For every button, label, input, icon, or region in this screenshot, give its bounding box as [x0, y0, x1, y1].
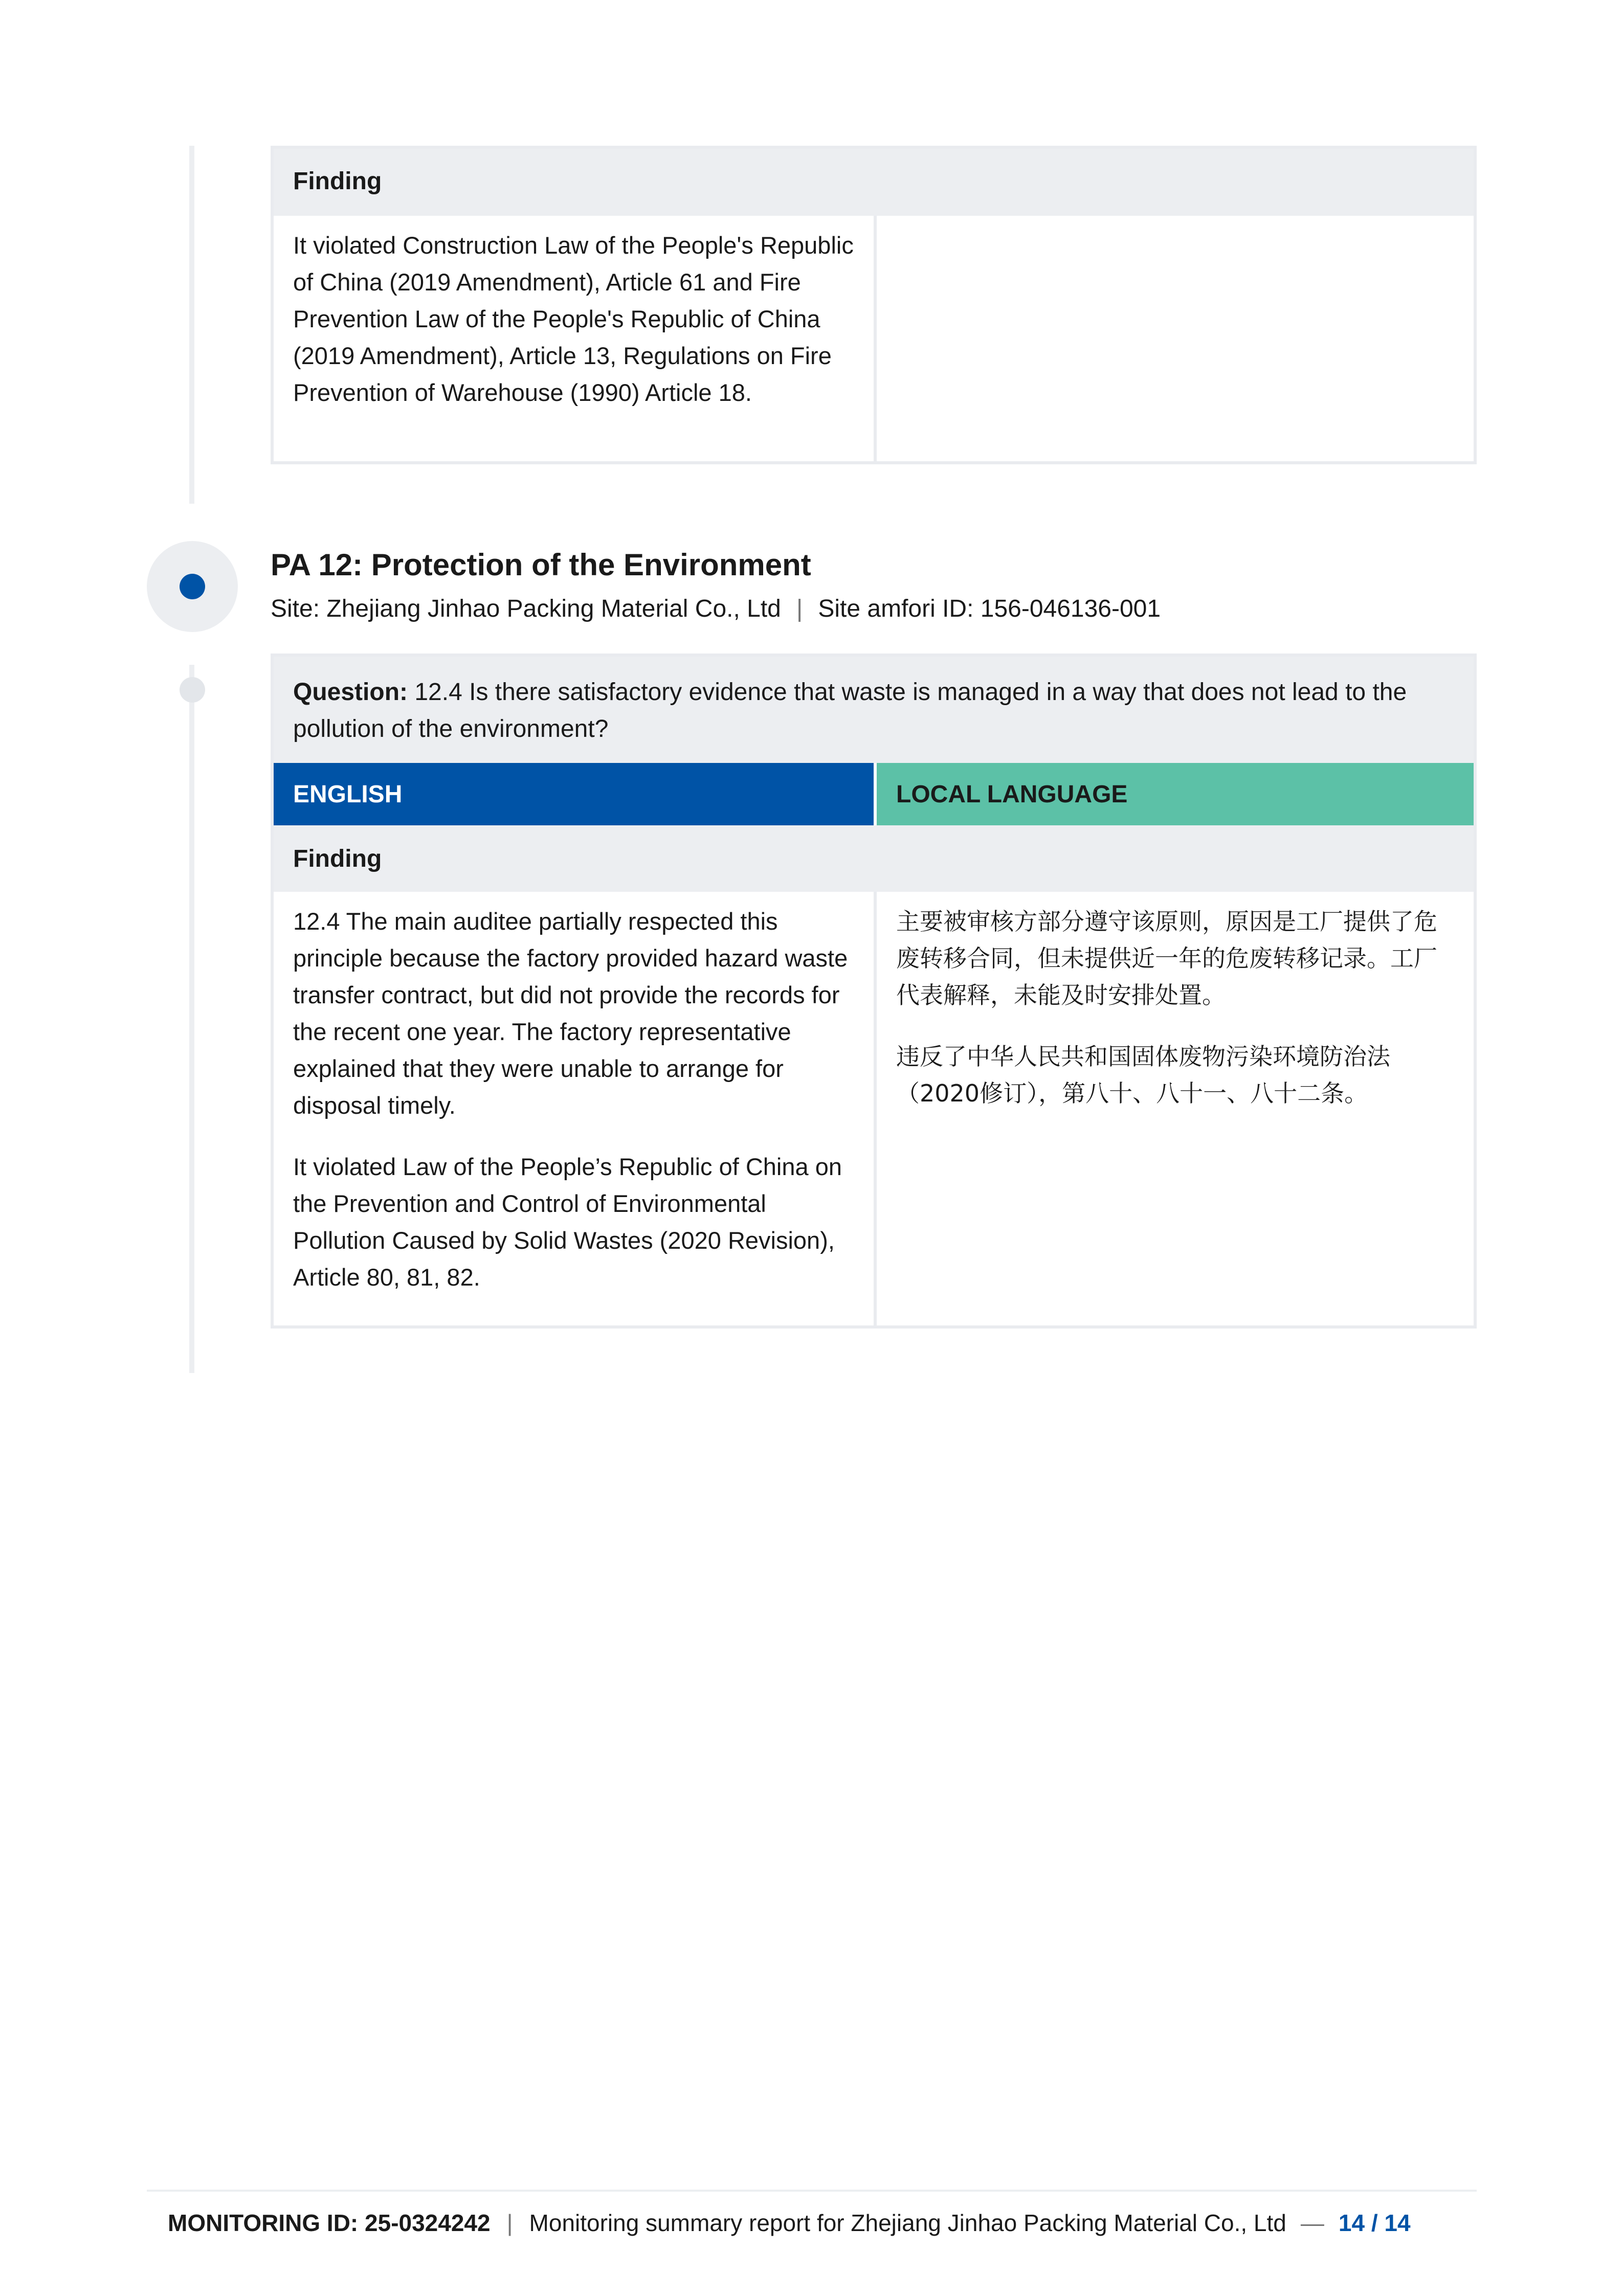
- question-text: 12.4 Is there satisfactory evidence that waste is managed in a way that does not lead to the pollution of the environment?: [293, 679, 1407, 742]
- timeline-rail-bottom: [189, 665, 194, 1373]
- finding-english-cell: [274, 892, 874, 1325]
- finding-local-cell: [874, 892, 1474, 1325]
- report-summary-title: Monitoring summary report for Zhejiang Jinhao Packing Material Co., Ltd: [529, 2210, 1286, 2236]
- question-block: [274, 657, 1474, 763]
- site-name: Site: Zhejiang Jinhao Packing Material Co., Ltd: [271, 595, 781, 622]
- finding-row: [274, 216, 1474, 464]
- finding-header: Finding: [274, 825, 1474, 892]
- section-timeline-node: [147, 541, 238, 632]
- finding-local-paragraph-2: 违反了中华人民共和国固体废物污染环境防治法（2020修订），第八十、八十一、八十二条。: [896, 1043, 1390, 1107]
- timeline-dot-icon: [180, 574, 205, 599]
- language-header-row: [274, 763, 1474, 825]
- finding-english-text: It violated Construction Law of the People's Republic of China (2019 Amendment), Article 61 and Fire Prevention Law of the People's Republic of China (2019 Amendment), Article 13, Regulations on Fire Prevention of Warehouse (1990) Article 18.: [293, 232, 854, 406]
- section-site-line: [271, 595, 1161, 623]
- site-amfori-id: Site amfori ID: 156-046136-001: [818, 595, 1161, 622]
- question-timeline-node: [180, 677, 205, 703]
- finding-row: [274, 892, 1474, 1325]
- page-footer: [168, 2209, 1477, 2237]
- english-column-header: ENGLISH: [274, 763, 874, 825]
- finding-header: Finding: [274, 149, 1474, 216]
- footer-dash: —: [1300, 2210, 1324, 2236]
- monitoring-id: MONITORING ID: 25-0324242: [168, 2210, 491, 2236]
- finding-english-paragraph-1: 12.4 The main auditee partially respected this principle because the factory provided hazard waste transfer contract, but did not provide the records for the recent one year. The factory representative explained that they were unable to arrange for disposal timely.: [293, 908, 848, 1119]
- finding-local-cell: [874, 216, 1474, 464]
- section-title: PA 12: Protection of the Environment: [271, 548, 811, 582]
- question-table: [271, 654, 1477, 1329]
- finding-english-cell: [274, 216, 874, 464]
- finding-table-previous: [271, 146, 1477, 464]
- footer-separator: |: [506, 2210, 513, 2236]
- page-number: 14 / 14: [1338, 2210, 1411, 2236]
- timeline-rail-top: [189, 146, 194, 504]
- finding-english-paragraph-2: It violated Law of the People’s Republic of China on the Prevention and Control of Environmental Pollution Caused by Solid Wastes (2020 Revision), Article 80, 81, 82.: [293, 1153, 842, 1291]
- question-label: Question:: [293, 679, 408, 706]
- local-language-column-header: LOCAL LANGUAGE: [874, 763, 1474, 825]
- site-separator: |: [796, 595, 803, 622]
- footer-divider: [147, 2190, 1477, 2192]
- finding-local-paragraph-1: 主要被审核方部分遵守该原则，原因是工厂提供了危废转移合同，但未提供近一年的危废转移记录。工厂代表解释，未能及时安排处置。: [896, 908, 1437, 1009]
